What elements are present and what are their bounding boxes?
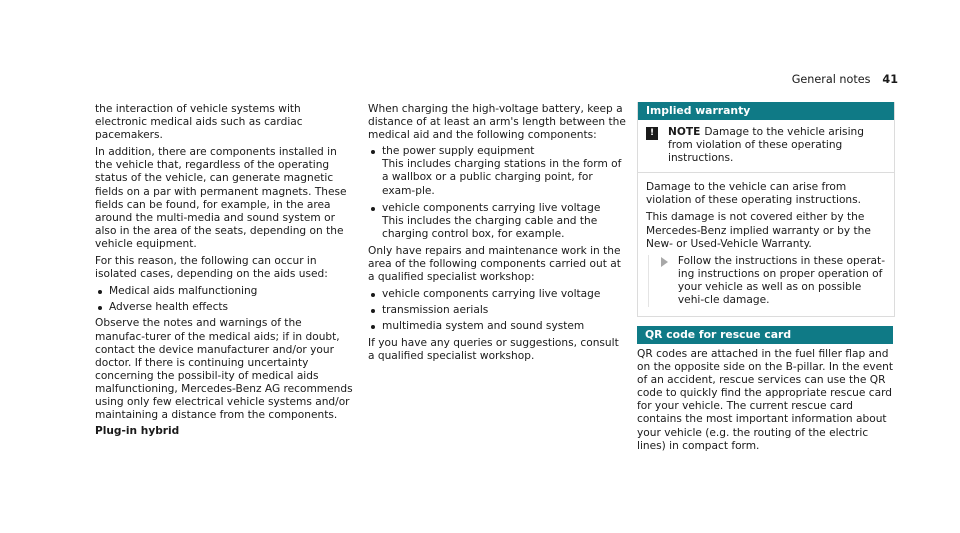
paragraph: When charging the high-voltage battery, keep a distance of at least an arm's length between the medical aid and the following components: xyxy=(368,103,626,142)
bullet-list xyxy=(368,145,628,241)
paragraph: Only have repairs and maintenance work in the area of the following components carried out at a qualified specialist workshop: xyxy=(368,244,621,284)
list-item-detail: This includes charging stations in the form of a wallbox or a public charging point, for exam-ple. xyxy=(382,158,622,197)
paragraph: the interaction of vehicle systems with electronic medical aids such as cardiac pacemakers. xyxy=(95,103,303,142)
notice-label: NOTE xyxy=(668,126,701,138)
action-arrow-icon xyxy=(661,257,668,267)
paragraph: This damage is not covered either by the Mercedes-Benz implied warranty or by the New- or Used-Vehicle Warranty. xyxy=(646,211,871,250)
paragraph: For this reason, the following can occur in isolated cases, depending on the aids used: xyxy=(95,255,328,281)
notice-content xyxy=(668,126,886,165)
subheading: Plug-in hybrid xyxy=(95,425,180,438)
page-header xyxy=(792,73,898,86)
list-item-detail: This includes the charging cable and the charging control box, for example. xyxy=(382,214,598,240)
warranty-box xyxy=(637,102,895,317)
paragraph: Damage to the vehicle can arise from violation of these operating instructions. xyxy=(646,181,862,207)
section-title: General notes xyxy=(791,73,871,86)
list-item: Adverse health effects xyxy=(95,301,353,314)
list-item: vehicle components carrying live voltage xyxy=(368,288,628,301)
paragraph: If you have any queries or suggestions, consult a qualified specialist workshop. xyxy=(368,336,619,362)
column-left xyxy=(95,103,353,442)
notice-box xyxy=(638,120,894,173)
action-step xyxy=(646,255,886,307)
paragraph: Observe the notes and warnings of the manufac-turer of the medical aids; if in doubt, contact the device manufacturer and/or your doctor. If there is continuing uncertainty concerning the possibil-ity of medical aids malfunctioning, Mercedes-Benz AG recommends using only few electrical vehicle systems and/or maintaining a distance from the components. xyxy=(95,317,353,422)
page-number: 41 xyxy=(882,73,898,86)
list-item-text: vehicle components carrying live voltage xyxy=(382,201,601,214)
warning-icon: ! xyxy=(646,127,658,140)
notice-text: Damage to the vehicle arising from violation of these operating instructions. xyxy=(668,126,864,165)
qr-section xyxy=(637,326,893,453)
column-middle xyxy=(368,103,628,366)
list-item: transmission aerials xyxy=(368,304,628,317)
paragraph: In addition, there are components installed in the vehicle that, regardless of the operating status of the vehicle, can generate magnetic fields on a par with permanent magnets. These fields can be found, for example, in the area around the multi-media and sound system or also in the area of the seats, depending on the vehicle equipment. xyxy=(95,146,347,250)
list-item xyxy=(368,145,628,197)
section-heading: QR code for rescue card xyxy=(637,326,893,344)
section-heading: Implied warranty xyxy=(638,102,894,120)
bullet-list xyxy=(368,288,628,333)
list-item-text: the power supply equipment xyxy=(382,145,535,158)
paragraph: QR codes are attached in the fuel filler flap and on the opposite side on the B-pillar. In the event of an accident, rescue services can use the QR code to quickly find the appropriate rescue card for your vehicle. The current rescue card contains the most important information about your vehicle (e.g. the routing of the electric lines) in compact form. xyxy=(637,348,894,452)
action-text: Follow the instructions in these operat-ing instructions on proper operation of your vehicle as well as on possible vehi-cle damage. xyxy=(677,254,886,307)
action-indicator-line xyxy=(648,255,649,307)
list-item: Medical aids malfunctioning xyxy=(95,285,353,298)
warranty-body xyxy=(638,173,894,316)
list-item xyxy=(368,202,628,241)
bullet-list xyxy=(95,285,353,314)
list-item: multimedia system and sound system xyxy=(368,320,628,333)
